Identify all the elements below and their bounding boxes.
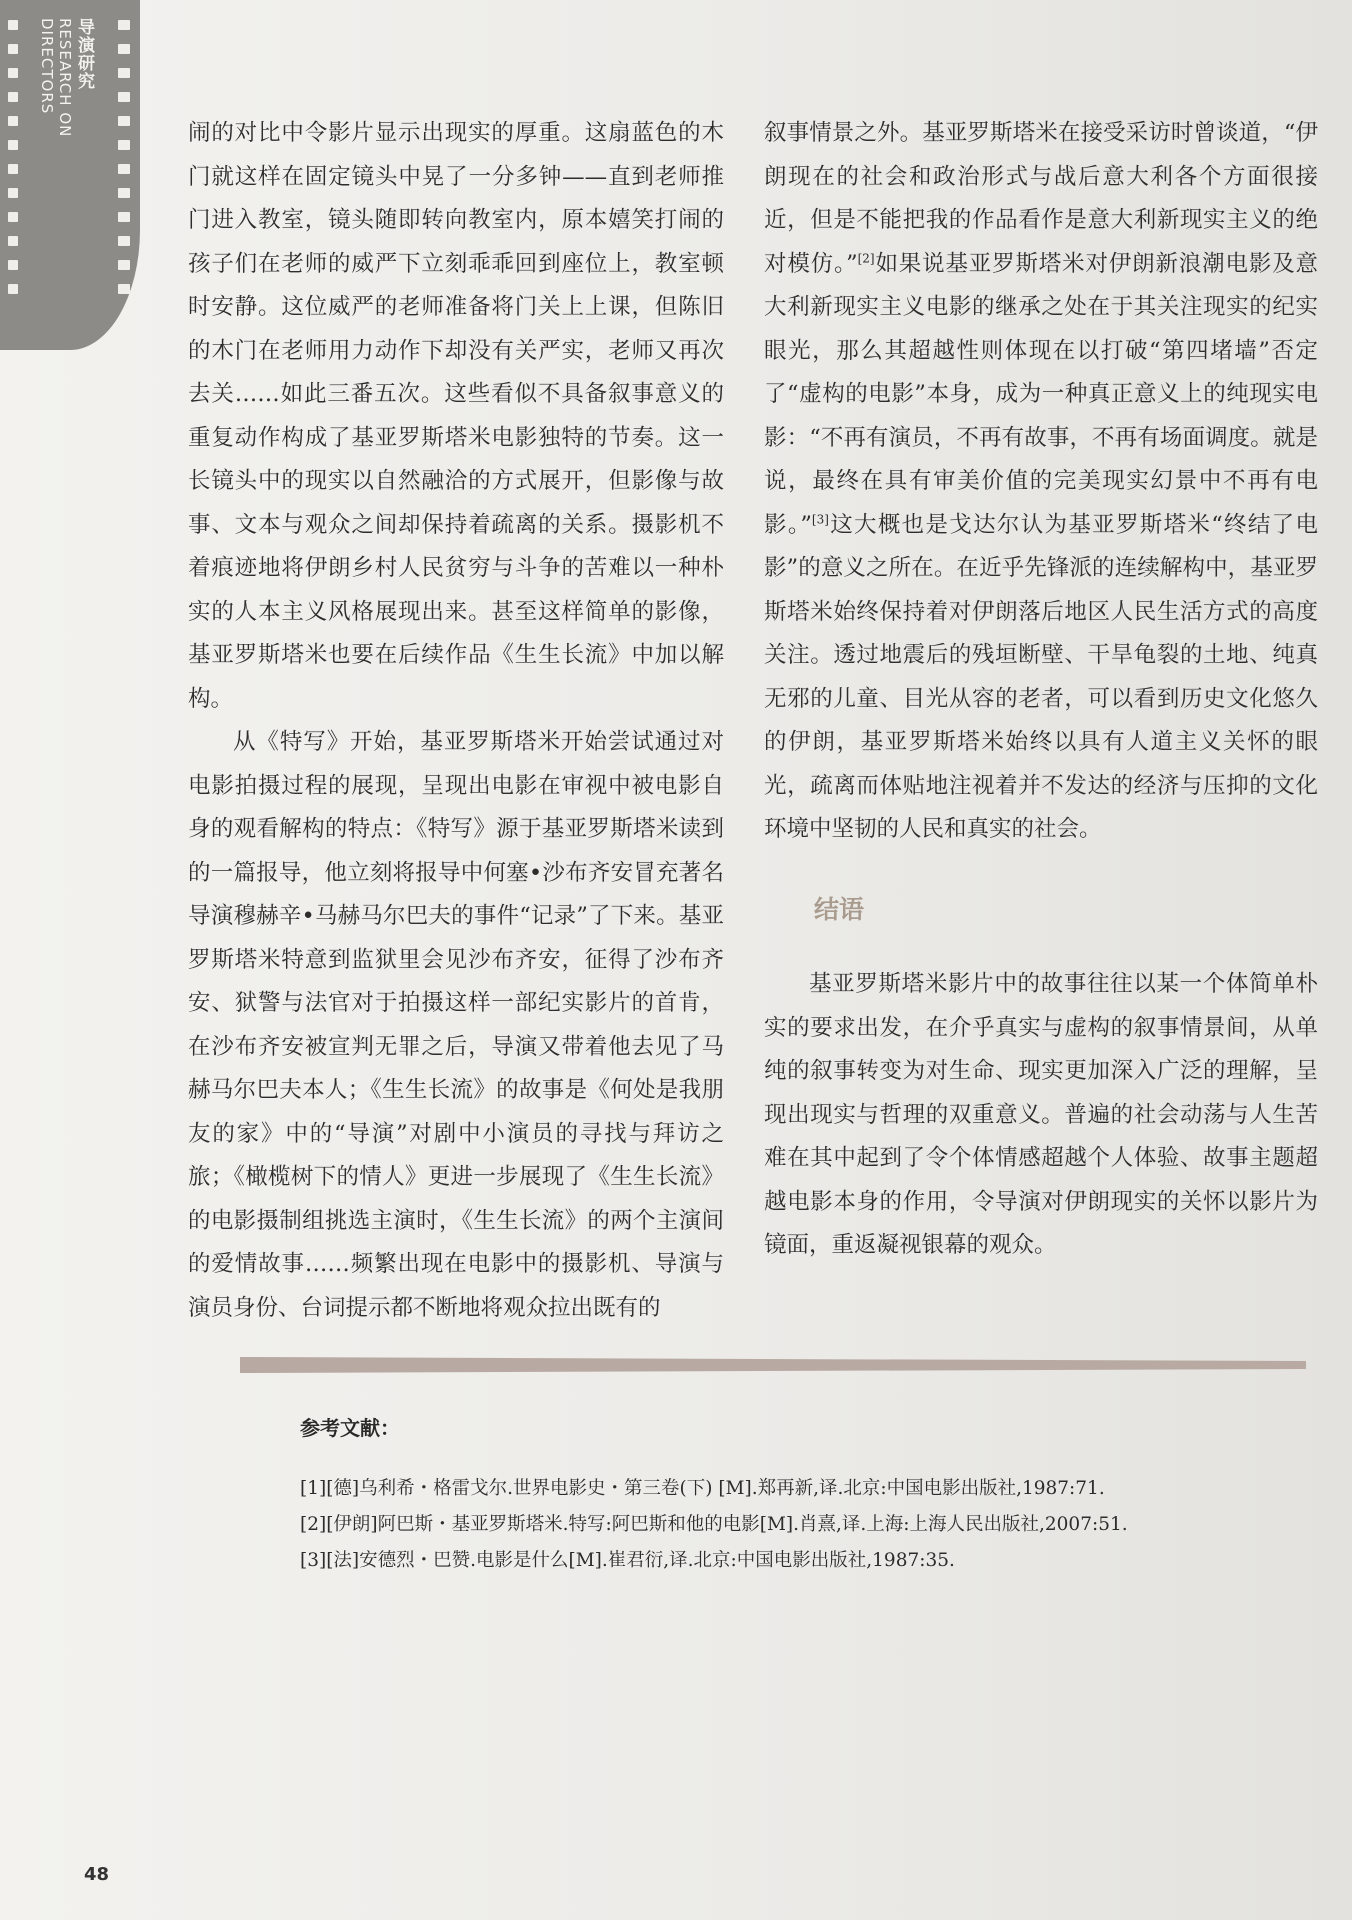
section-label-english: [38, 18, 74, 137]
reference-item-3: [3][法]安德烈・巴赞.电影是什么[M].崔君衍,译.北京:中国电影出版社,1987:35.: [300, 1550, 955, 1571]
right-paragraph-1-part-a: 叙事情景之外。基亚罗斯塔米在接受采访时曾谈道，“伊朗现在的社会和政治形式与战后意大利各个方面很接近，但是不能把我的作品看作是意大利新现实主义的绝对模仿。”: [764, 120, 1318, 277]
page-number: 48: [84, 1864, 110, 1885]
references-title: 参考文献：: [300, 1416, 400, 1440]
conclusion-heading: 结语: [814, 894, 865, 924]
left-paragraph-1: 闹的对比中令影片显示出现实的厚重。这扇蓝色的木门就这样在固定镜头中晃了一分多钟——直到老师推门进入教室，镜头随即转向教室内，原本嬉笑打闹的孩子们在老师的威严下立刻乖乖回到座位上，教室顿时安静。这位威严的老师准备将门关上上课，但陈旧的木门在老师用力动作下却没有关严实，老师又再次去关……如此三番五次。这些看似不具备叙事意义的重复动作构成了基亚罗斯塔米电影独特的节奏。这一长镜头中的现实以自然融洽的方式展开，但影像与故事、文本与观众之间却保持着疏离的关系。摄影机不着痕迹地将伊朗乡村人民贫穷与斗争的苦难以一种朴实的人本主义风格展现出来。甚至这样简单的影像，基亚罗斯塔米也要在后续作品《生生长流》中加以解构。: [188, 120, 724, 712]
conclusion-paragraph: 基亚罗斯塔米影片中的故事往往以某一个体简单朴实的要求出发，在介乎真实与虚构的叙事情景间，从单纯的叙事转变为对生命、现实更加深入广泛的理解，呈现出现实与哲理的双重意义。普遍的社会动荡与人生苦难在其中起到了令个体情感超越个人体验、故事主题超越电影本身的作用，令导演对伊朗现实的关怀以影片为镜面，重返凝视银幕的观众。: [764, 971, 1318, 1258]
section-label-chinese: 导演研究: [74, 18, 94, 90]
footnote-mark-3: [3]: [811, 512, 829, 526]
right-paragraph-1: [764, 112, 1318, 852]
right-paragraph-1-part-b: 如果说基亚罗斯塔米对伊朗新浪潮电影及意大利新现实主义电影的继承之处在于其关注现实的纪实眼光，那么其超越性则体现在以打破“第四堵墙”否定了“虚构的电影”本身，成为一种真正意义上的纯现实电影：“不再有演员，不再有故事，不再有场面调度。就是说，最终在具有审美价值的完美现实幻景中不再有电影。”: [764, 250, 1318, 538]
reference-item-1: [1][德]乌利希・格雷戈尔.世界电影史・第三卷(下) [M].郑再新,译.北京:中国电影出版社,1987:71.: [300, 1478, 1105, 1499]
filmstrip-perforations-left: [8, 20, 18, 294]
section-filmstrip-tab: [0, 0, 140, 350]
references-block: [300, 1412, 1300, 1579]
left-paragraph-2: 从《特写》开始，基亚罗斯塔米开始尝试通过对电影拍摄过程的展现，呈现出电影在审视中被电影自身的观看解构的特点：《特写》源于基亚罗斯塔米读到的一篇报导，他立刻将报导中何塞•沙布齐安冒充著名导演穆赫辛•马赫马尔巴夫的事件“记录”了下来。基亚罗斯塔米特意到监狱里会见沙布齐安，征得了沙布齐安、狱警与法官对于拍摄这样一部纪实影片的首肯，在沙布齐安被宣判无罪之后，导演又带着他去见了马赫马尔巴夫本人；《生生长流》的故事是《何处是我朋友的家》中的“导演”对剧中小演员的寻找与拜访之旅；《橄榄树下的情人》更进一步展现了《生生长流》的电影摄制组挑选主演时，《生生长流》的两个主演间的爱情故事……频繁出现在电影中的摄影机、导演与演员身份、台词提示都不断地将观众拉出既有的: [188, 729, 724, 1321]
section-label-english-line2: DIRECTORS: [38, 18, 56, 115]
footnote-mark-2: [2]: [857, 251, 875, 265]
section-divider: [240, 1357, 1306, 1373]
left-column: [188, 112, 724, 1330]
right-paragraph-1-part-c: 这大概也是戈达尔认为基亚罗斯塔米“终结了电影”的意义之所在。在近乎先锋派的连续解构中，基亚罗斯塔米始终保持着对伊朗落后地区人民生活方式的高度关注。透过地震后的残垣断壁、干旱龟裂的土地、纯真无邪的儿童、目光从容的老者，可以看到历史文化悠久的伊朗，基亚罗斯塔米始终以具有人道主义关怀的眼光，疏离而体贴地注视着并不发达的经济与压抑的文化环境中坚韧的人民和真实的社会。: [764, 511, 1318, 842]
section-label-english-line1: RESEARCH ON: [56, 18, 74, 138]
right-column: [764, 112, 1318, 1268]
reference-item-2: [2][伊朗]阿巴斯・基亚罗斯塔米.特写:阿巴斯和他的电影[M].肖熹,译.上海:上海人民出版社,2007:51.: [300, 1514, 1128, 1535]
filmstrip-perforations-right: [118, 20, 132, 330]
